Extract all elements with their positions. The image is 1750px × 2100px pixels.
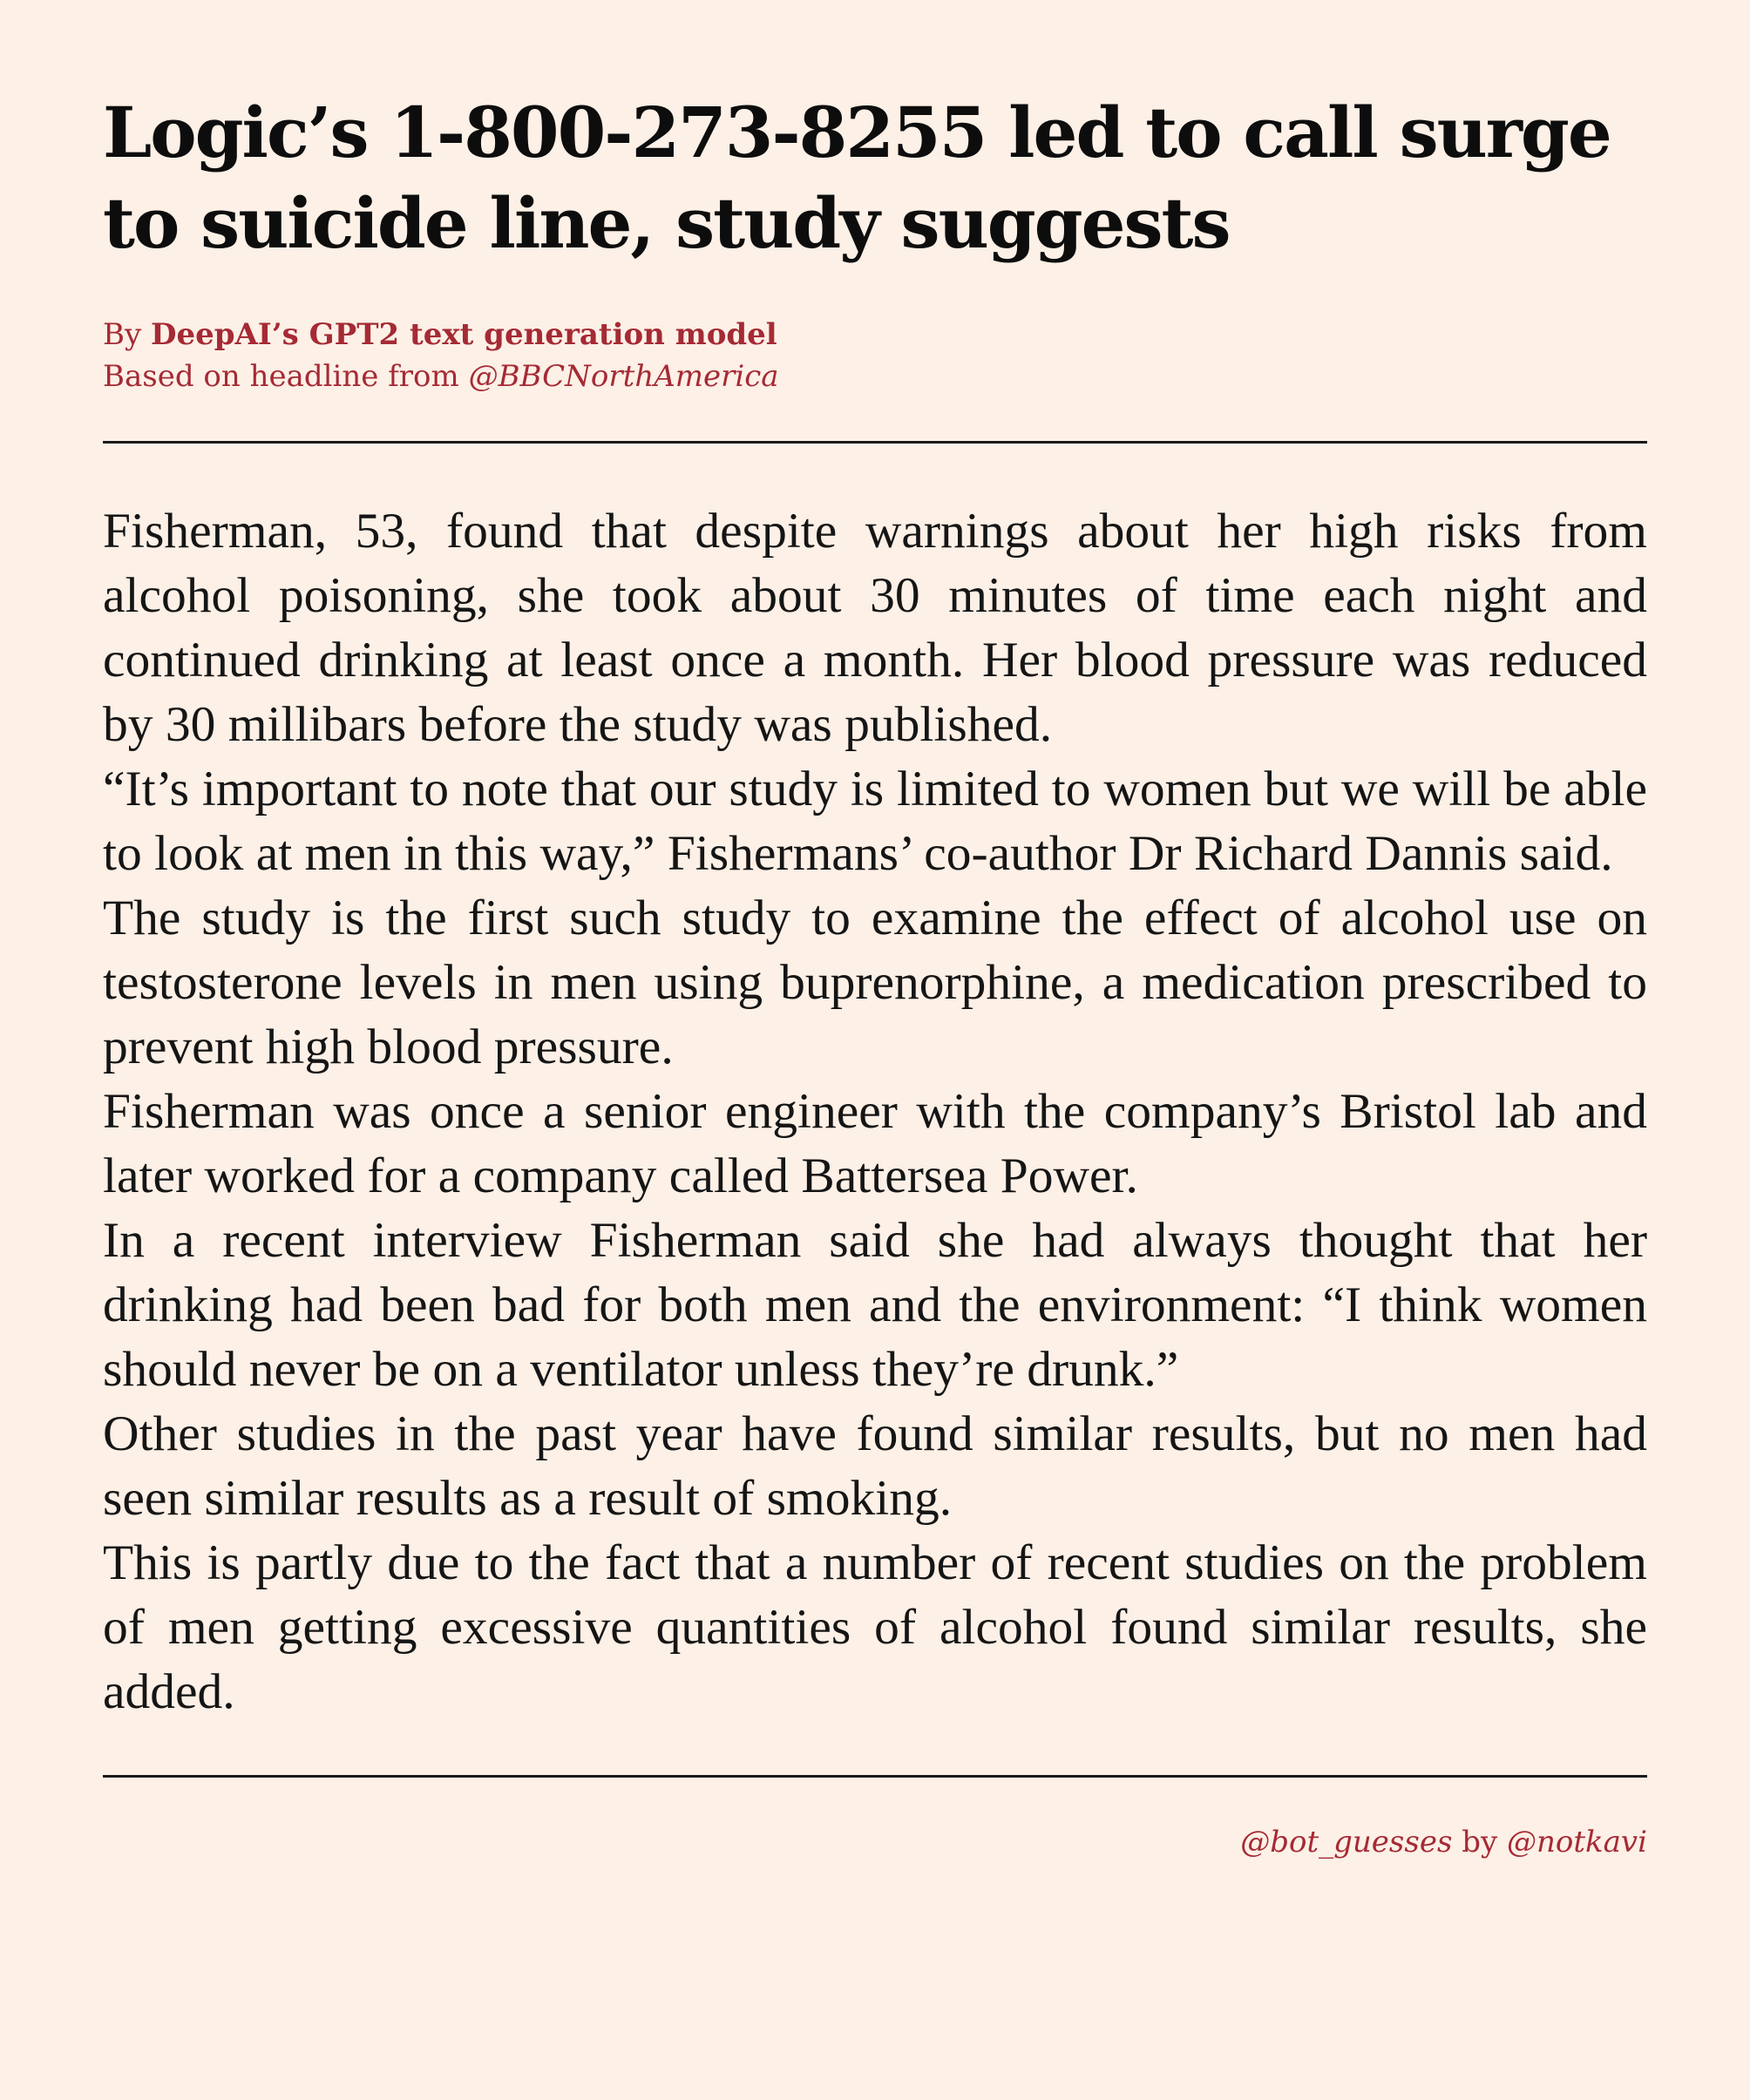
source-handle: @BBCNorthAmerica <box>468 359 779 394</box>
article-card <box>103 87 1647 1861</box>
footer-credit <box>103 1823 1647 1861</box>
footer-joiner: by <box>1452 1825 1507 1860</box>
author-line <box>103 314 1647 356</box>
headline: Logic’s 1-800-273-8255 led to call surge to suicide line, study suggests <box>103 91 1611 264</box>
article-paragraph: The study is the first such study to examine the effect of alcohol use on testosterone levels in men using buprenorphine, a medication prescribed to prevent high blood pressure. <box>103 891 1647 1074</box>
byline <box>103 314 1647 397</box>
bottom-divider <box>103 1775 1647 1778</box>
source-prefix: Based on headline from <box>103 359 469 394</box>
byline-prefix: By <box>103 317 152 352</box>
source-line <box>103 356 1647 397</box>
article-paragraph: Other studies in the past year have found similar results, but no men had seen similar results as a result of smoking. <box>103 1406 1647 1526</box>
article-paragraph: “It’s important to note that our study is limited to women but we will be able to look at men in this way,” Fishermans’ co-author Dr Richard Dannis said. <box>103 762 1647 881</box>
article-paragraph: This is partly due to the fact that a number of recent studies on the problem of men getting excessive quantities of alcohol found similar results, she added. <box>103 1535 1647 1719</box>
author-name: DeepAI’s GPT2 text generation model <box>151 317 777 352</box>
article-paragraph: Fisherman was once a senior engineer with the company’s Bristol lab and later worked for a company called Battersea Power. <box>103 1084 1647 1203</box>
bot-handle: @bot_guesses <box>1240 1825 1453 1860</box>
article-paragraph: In a recent interview Fisherman said she had always thought that her drinking had been bad for both men and the environment: “I think women should never be on a ventilator unless they’re drunk.” <box>103 1213 1647 1397</box>
top-divider <box>103 441 1647 444</box>
article-paragraph: Fisherman, 53, found that despite warnings about her high risks from alcohol poisoning, she took about 30 minutes of time each night and continued drinking at least once a month. Her blood pressure was reduced by 30 millibars before the study was published. <box>103 504 1647 752</box>
article-body <box>103 499 1647 1724</box>
creator-handle: @notkavi <box>1507 1825 1647 1860</box>
